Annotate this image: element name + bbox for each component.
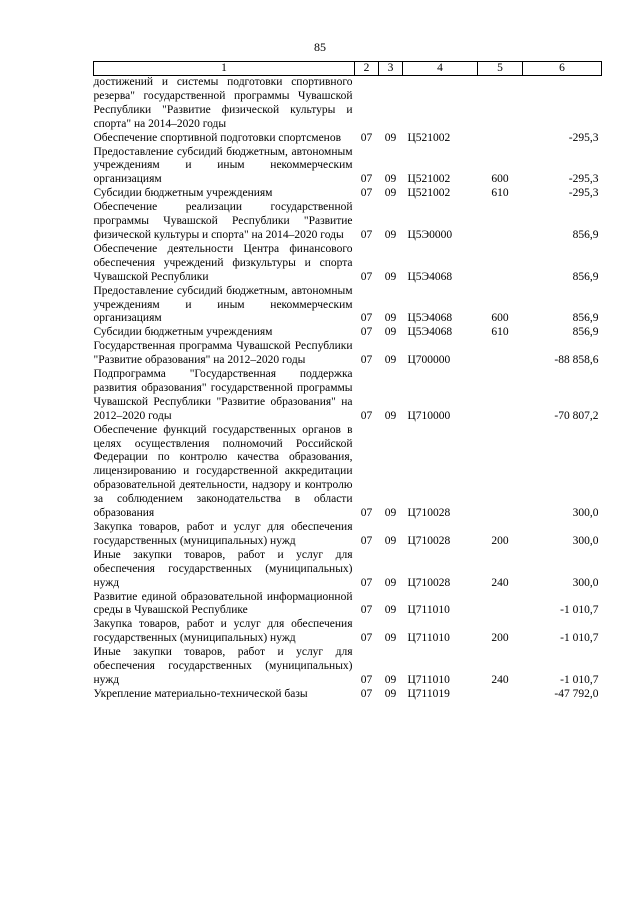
target-article-cell: Ц711010: [407, 673, 450, 686]
item-name-cell: Обеспечение деятельности Центра финансового обеспечения учреждений физкультуры и спорта Чувашской Республики: [93, 242, 353, 283]
item-name-cell: Государственная программа Чувашской Республики "Развитие образования" на 2012–2020 годы: [93, 340, 353, 367]
expense-type-cell: [478, 201, 523, 243]
item-name-cell: Закупка товаров, работ и услуг для обеспечения государственных (муниципальных) нужд: [93, 521, 353, 547]
target-article-cell: Ц711010: [407, 604, 450, 617]
table-row: [94, 243, 602, 285]
amount-cell: 300,0: [572, 534, 599, 547]
subsection-code-cell: 09: [384, 228, 397, 241]
subsection-code-cell: 09: [384, 270, 397, 283]
subsection-code-cell: [379, 76, 403, 132]
section-code-cell: 07: [360, 507, 373, 520]
section-code-cell: 07: [360, 228, 373, 241]
amount-cell: 856,9: [572, 270, 599, 283]
amount-cell: [523, 76, 602, 132]
header-col-1: 1: [94, 62, 355, 76]
target-article-cell: Ц5Э4068: [407, 326, 453, 339]
subsection-code-cell: 09: [384, 187, 397, 200]
section-code-cell: 07: [360, 604, 373, 617]
subsection-code-cell: 09: [384, 173, 397, 186]
table-row: [94, 132, 602, 146]
expense-type-cell: 200: [491, 632, 509, 645]
expense-type-cell: [478, 368, 523, 424]
amount-cell: 856,9: [572, 326, 599, 339]
target-article-cell: Ц711019: [407, 687, 450, 700]
target-article-cell: Ц711010: [407, 632, 450, 645]
subsection-code-cell: 09: [384, 507, 397, 520]
subsection-code-cell: 09: [384, 354, 397, 367]
section-code-cell: 07: [360, 312, 373, 325]
item-name-cell: Субсидии бюджетным учреждениям: [93, 187, 273, 200]
header-col-4: 4: [403, 62, 478, 76]
target-article-cell: Ц700000: [407, 354, 451, 367]
table-row: [94, 285, 602, 327]
section-code-cell: 07: [360, 270, 373, 283]
table-row: [94, 201, 602, 243]
target-article-cell: Ц5Э4068: [407, 270, 453, 283]
target-article-cell: Ц710028: [407, 576, 451, 589]
table-row: [94, 146, 602, 188]
section-code-cell: 07: [360, 187, 373, 200]
table-row: [94, 688, 602, 702]
item-name-cell: Предоставление субсидий бюджетным, автономным учреждениям и иным некоммерческим организациям: [93, 145, 353, 186]
expense-type-cell: [478, 340, 523, 368]
expense-type-cell: [478, 76, 523, 132]
amount-cell: -88 858,6: [554, 354, 599, 367]
subsection-code-cell: 09: [384, 604, 397, 617]
section-code-cell: 07: [360, 326, 373, 339]
amount-cell: -295,3: [568, 131, 599, 144]
table-row: [94, 187, 602, 201]
section-code-cell: 07: [360, 576, 373, 589]
table-row: [94, 646, 602, 688]
expense-type-cell: [478, 688, 523, 702]
amount-cell: -70 807,2: [554, 409, 599, 422]
subsection-code-cell: 09: [384, 632, 397, 645]
expense-type-cell: 610: [491, 326, 509, 339]
section-code-cell: 07: [360, 687, 373, 700]
expense-type-cell: 610: [491, 187, 509, 200]
item-name-cell: Укрепление материально-технической базы: [93, 687, 308, 700]
section-code-cell: 07: [360, 632, 373, 645]
amount-cell: -47 792,0: [554, 687, 599, 700]
target-article-cell: [403, 76, 478, 132]
table-row: [94, 76, 602, 132]
item-name-cell: достижений и системы подготовки спортивного резерва" государственной программы Чувашской Республики "Развитие физической культуры и спорта" на 2014–2020 годы: [93, 76, 353, 130]
expense-type-cell: [478, 591, 523, 619]
section-code-cell: 07: [360, 173, 373, 186]
item-name-cell: Закупка товаров, работ и услуг для обеспечения государственных (муниципальных) нужд: [93, 618, 353, 645]
subsection-code-cell: 09: [384, 326, 397, 339]
item-name-cell: Обеспечение реализации государственной программы Чувашской Республики "Развитие физической культуры и спорта" на 2014–2020 годы: [93, 201, 353, 241]
expense-type-cell: 600: [491, 312, 509, 325]
table-header-row: [94, 62, 602, 76]
table-row: [94, 326, 602, 340]
amount-cell: 856,9: [572, 312, 599, 325]
item-name-cell: Развитие единой образовательной информационной среды в Чувашской Республике: [93, 590, 353, 617]
expense-type-cell: [478, 424, 523, 521]
expense-type-cell: 200: [491, 534, 509, 547]
item-name-cell: Обеспечение спортивной подготовки спортсменов: [93, 131, 342, 144]
subsection-code-cell: 09: [384, 673, 397, 686]
amount-cell: -295,3: [568, 173, 599, 186]
amount-cell: 300,0: [572, 576, 599, 589]
amount-cell: 856,9: [572, 228, 599, 241]
subsection-code-cell: 09: [384, 409, 397, 422]
table-row: [94, 424, 602, 521]
expense-type-cell: 240: [491, 576, 509, 589]
target-article-cell: Ц521002: [407, 187, 451, 200]
subsection-code-cell: 09: [384, 576, 397, 589]
item-name-cell: Иные закупки товаров, работ и услуг для обеспечения государственных (муниципальных) нужд: [93, 548, 353, 589]
section-code-cell: 07: [360, 409, 373, 422]
table-row: [94, 591, 602, 619]
amount-cell: -1 010,7: [560, 604, 599, 617]
target-article-cell: Ц521002: [407, 131, 451, 144]
section-code-cell: 07: [360, 354, 373, 367]
header-col-6: 6: [523, 62, 602, 76]
budget-table: [93, 61, 602, 702]
item-name-cell: Обеспечение функций государственных органов в целях осуществления полномочий Российской Федерации по контролю качества образования, лицензированию и государственной аккредитации образовательной деятельности, надзору и контролю за соблюдением законодательства в области образования: [93, 423, 353, 520]
table-row: [94, 368, 602, 424]
header-col-3: 3: [379, 62, 403, 76]
header-col-5: 5: [478, 62, 523, 76]
table-row: [94, 340, 602, 368]
target-article-cell: Ц5Э0000: [407, 228, 453, 241]
section-code-cell: 07: [360, 673, 373, 686]
amount-cell: -1 010,7: [560, 632, 599, 645]
header-col-2: 2: [355, 62, 379, 76]
item-name-cell: Подпрограмма "Государственная поддержка развития образования" государственной программы Чувашской Республики "Развитие образования" на 2012–2020 годы: [93, 368, 353, 422]
target-article-cell: Ц710028: [407, 507, 451, 520]
item-name-cell: Субсидии бюджетным учреждениям: [93, 326, 273, 339]
target-article-cell: Ц710000: [407, 409, 451, 422]
subsection-code-cell: 09: [384, 312, 397, 325]
expense-type-cell: 240: [491, 673, 509, 686]
amount-cell: -1 010,7: [560, 673, 599, 686]
section-code-cell: 07: [360, 131, 373, 144]
amount-cell: -295,3: [568, 187, 599, 200]
table-row: [94, 549, 602, 591]
subsection-code-cell: 09: [384, 687, 397, 700]
expense-type-cell: [478, 132, 523, 146]
item-name-cell: Иные закупки товаров, работ и услуг для обеспечения государственных (муниципальных) нужд: [93, 646, 353, 686]
target-article-cell: Ц521002: [407, 173, 451, 186]
expense-type-cell: 600: [491, 173, 509, 186]
page-number: 85: [314, 40, 326, 54]
section-code-cell: 07: [360, 534, 373, 547]
expense-type-cell: [478, 243, 523, 285]
subsection-code-cell: 09: [384, 131, 397, 144]
item-name-cell: Предоставление субсидий бюджетным, автономным учреждениям и иным некоммерческим организациям: [93, 284, 353, 325]
subsection-code-cell: 09: [384, 534, 397, 547]
target-article-cell: Ц710028: [407, 534, 451, 547]
amount-cell: 300,0: [572, 507, 599, 520]
section-code-cell: [355, 76, 379, 132]
target-article-cell: Ц5Э4068: [407, 312, 453, 325]
table-row: [94, 618, 602, 646]
table-row: [94, 521, 602, 549]
